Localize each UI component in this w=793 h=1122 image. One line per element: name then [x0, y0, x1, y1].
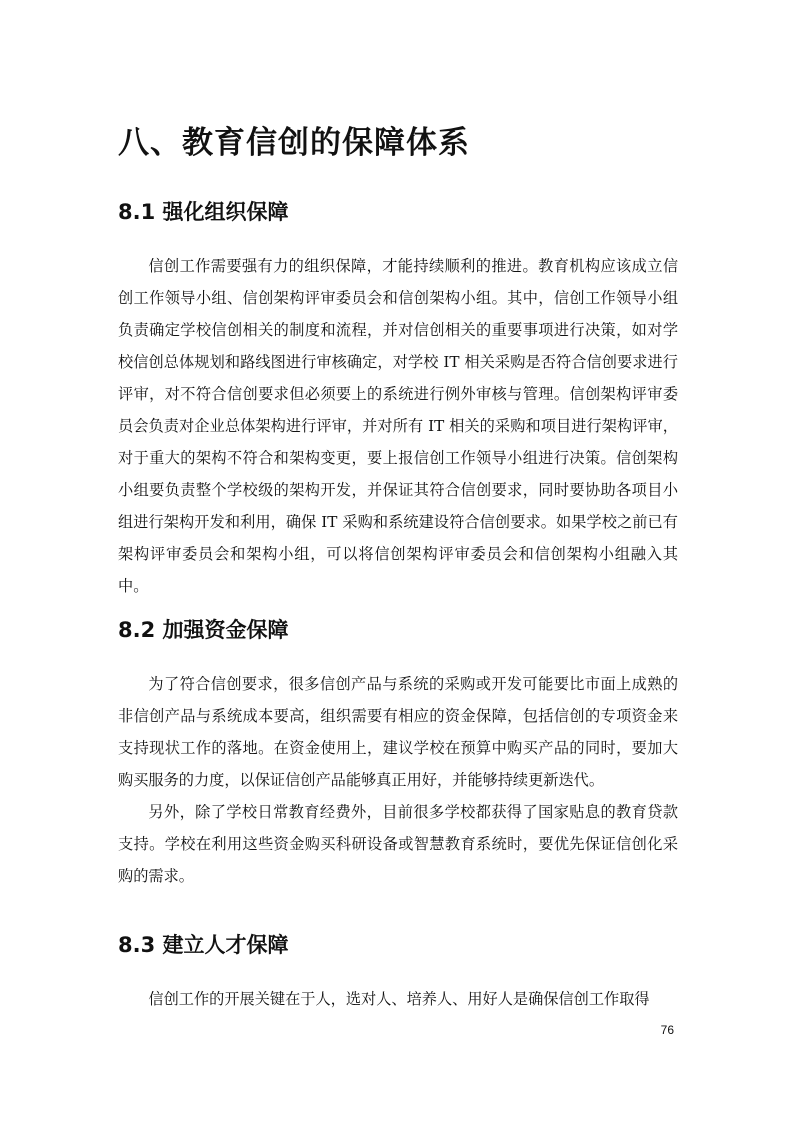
chapter-title: 八、教育信创的保障体系: [118, 125, 470, 161]
section-heading-8-2: 8.2 加强资金保障: [118, 618, 289, 642]
page-number: 76: [660, 1023, 674, 1037]
paragraph: 另外，除了学校日常教育经费外，目前很多学校都获得了国家贴息的教育贷款支持。学校在利用这些资金购买科研设备或智慧教育系统时，要优先保证信创化采购的需求。: [118, 803, 678, 885]
paragraph: 为了符合信创要求，很多信创产品与系统的采购或开发可能要比市面上成熟的非信创产品与系统成本要高，组织需要有相应的资金保障，包括信创的专项资金来支持现状工作的落地。在资金使用上，建议学校在预算中购买产品的同时，要加大购买服务的力度，以保证信创产品能够真正用好，并能够持续更新迭代。: [118, 675, 678, 789]
section-body-8-3: [118, 983, 678, 1015]
section-body-8-1: [118, 250, 678, 602]
paragraph: 信创工作需要强有力的组织保障，才能持续顺利的推进。教育机构应该成立信创工作领导小组、信创架构评审委员会和信创架构小组。其中，信创工作领导小组负责确定学校信创相关的制度和流程，并对信创相关的重要事项进行决策，如对学校信创总体规划和路线图进行审核确定，对学校 IT 相关采购是否符合信创要求进行评审，对不符合信创要求但必须要上的系统进行例外审核与管理。信创架构评审委员会负责对企业总体架构进行评审，并对所有 IT 相关的采购和项目进行架构评审，对于重大的架构不符合和架构变更，要上报信创工作领导小组进行决策。信创架构小组要负责整个学校级的架构开发，并保证其符合信创要求，同时要协助各项目小组进行架构开发和利用，确保 IT 采购和系统建设符合信创要求。如果学校之前已有架构评审委员会和架构小组，可以将信创架构评审委员会和信创架构小组融入其中。: [118, 257, 678, 595]
section-heading-8-1: 8.1 强化组织保障: [118, 200, 289, 224]
section-heading-8-3: 8.3 建立人才保障: [118, 933, 289, 957]
paragraph: 信创工作的开展关键在于人，选对人、培养人、用好人是确保信创工作取得: [148, 990, 650, 1008]
section-body-8-2: [118, 668, 678, 892]
